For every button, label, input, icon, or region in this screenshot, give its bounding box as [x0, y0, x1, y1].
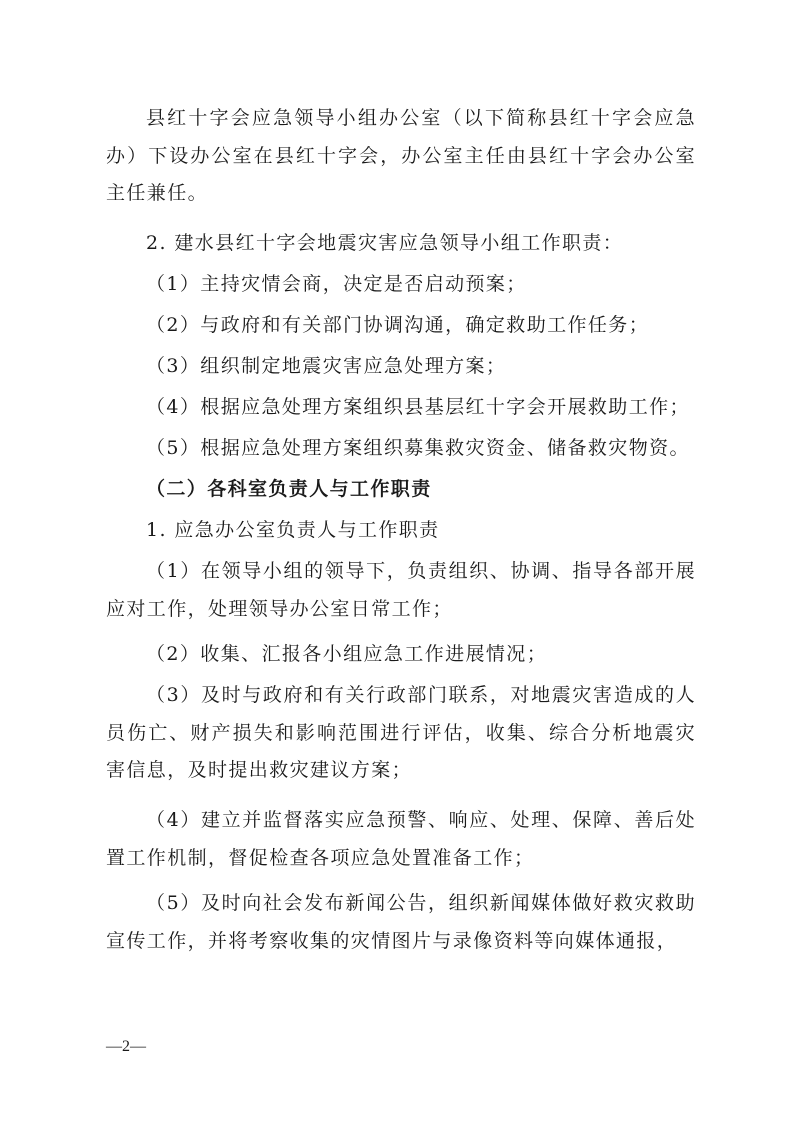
- paragraph-office-duty-5: （5）及时向社会发布新闻公告，组织新闻媒体做好救灾救助宣传工作，并将考察收集的灾情图片与录像资料等向媒体通报，: [106, 892, 696, 952]
- paragraph-duty-4: （4）根据应急处理方案组织县基层红十字会开展救助工作；: [146, 396, 690, 418]
- paragraph-duty-3: （3）组织制定地震灾害应急处理方案；: [146, 355, 507, 377]
- paragraph-leading-group-duties-title: 2. 建水县红十字会地震灾害应急领导小组工作职责：: [146, 232, 624, 254]
- page-number: —2—: [106, 1038, 146, 1055]
- paragraph-duty-5: （5）根据应急处理方案组织募集救灾资金、储备救灾物资。: [146, 437, 690, 459]
- paragraph-office-duty-3: （3）及时与政府和有关行政部门联系，对地震灾害造成的人员伤亡、财产损失和影响范围进行评估，收集、综合分析地震灾害信息，及时提出救灾建议方案；: [106, 684, 696, 781]
- paragraph-office-duty-1: （1）在领导小组的领导下，负责组织、协调、指导各部开展应对工作，处理领导办公室日常工作；: [106, 560, 696, 620]
- paragraph-duty-2: （2）与政府和有关部门协调沟通，确定救助工作任务；: [146, 314, 650, 336]
- section-heading-departments: （二）各科室负责人与工作职责: [146, 478, 432, 500]
- paragraph-emergency-office: 县红十字会应急领导小组办公室（以下简称县红十字会应急办）下设办公室在县红十字会，办公室主任由县红十字会办公室主任兼任。: [106, 107, 696, 204]
- paragraph-duty-1: （1）主持灾情会商，决定是否启动预案；: [146, 273, 527, 295]
- paragraph-office-duty-4: （4）建立并监督落实应急预警、响应、处理、保障、善后处置工作机制，督促检查各项应急处置准备工作；: [106, 809, 696, 869]
- paragraph-emergency-office-title: 1. 应急办公室负责人与工作职责: [146, 519, 440, 541]
- paragraph-office-duty-2: （2）收集、汇报各小组应急工作进展情况；: [146, 643, 548, 665]
